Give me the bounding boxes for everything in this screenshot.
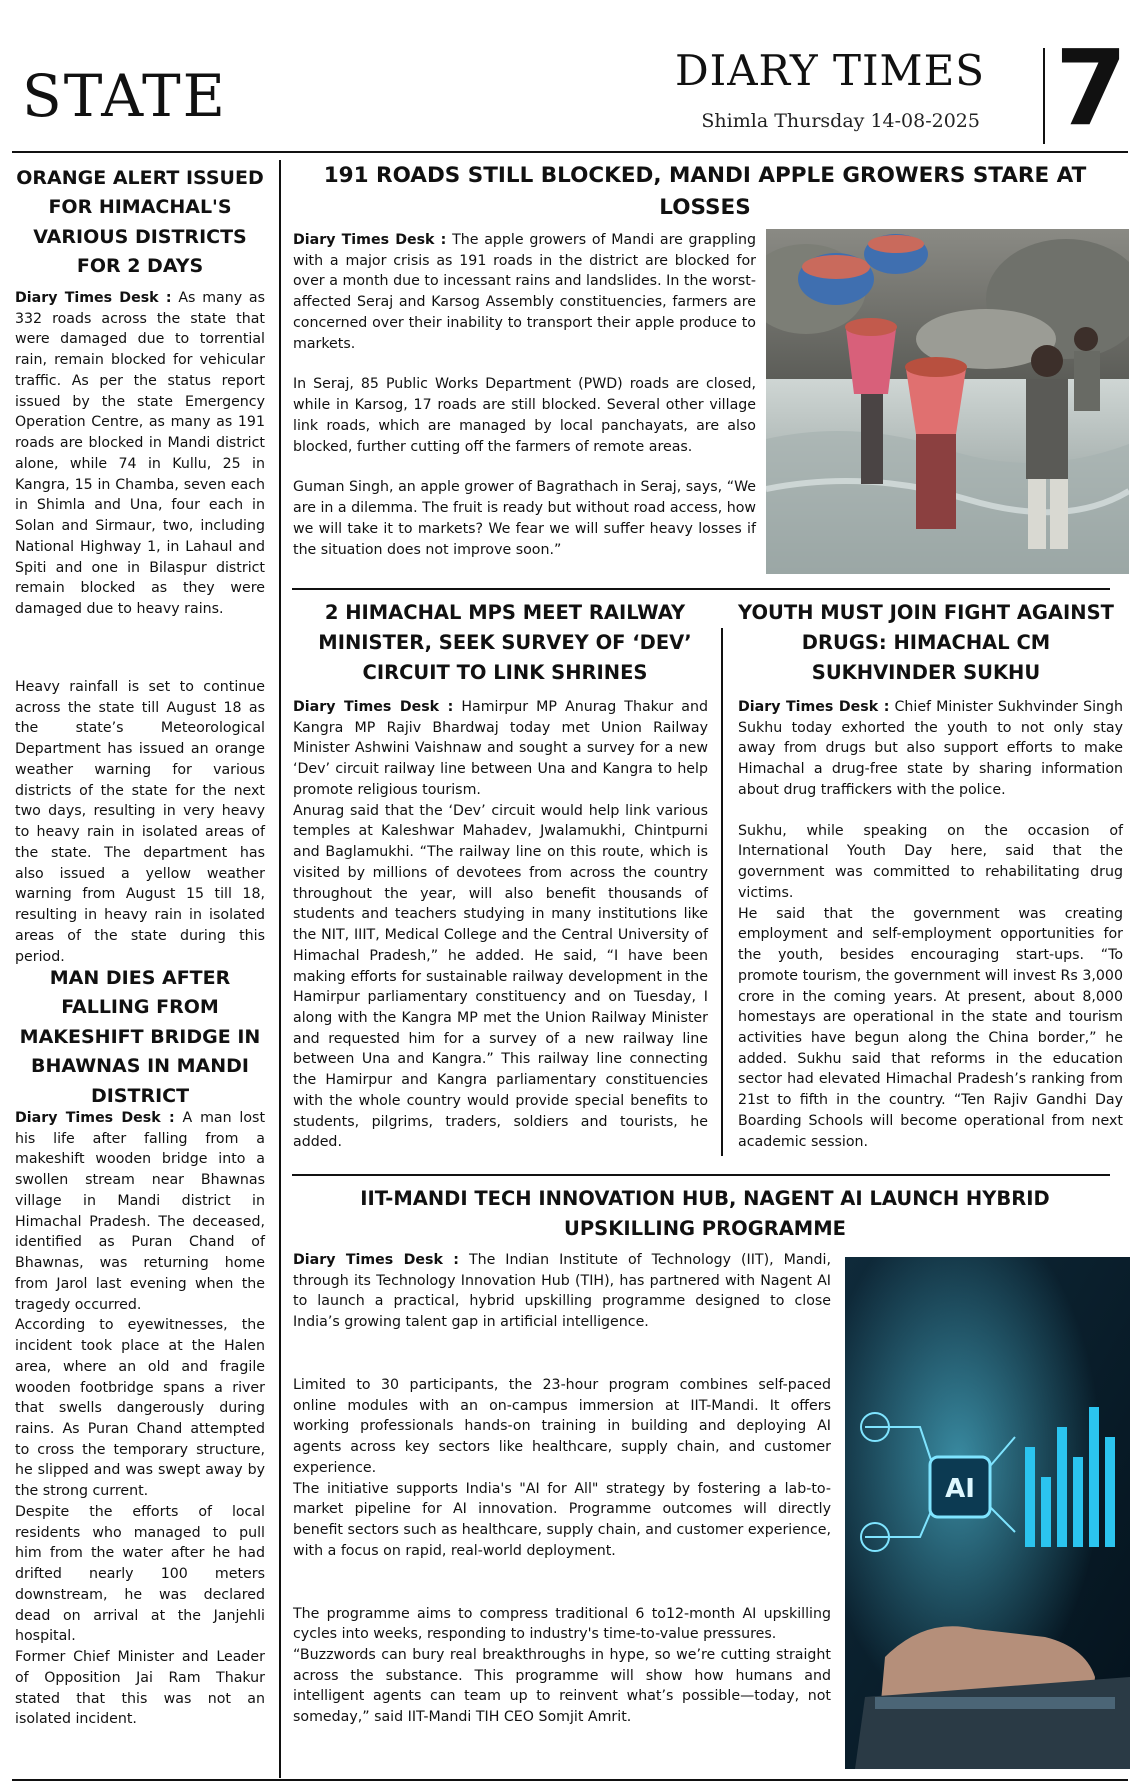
orange-alert-article — [15, 288, 265, 620]
left-column-rule — [279, 160, 281, 1778]
paragraph: Limited to 30 participants, the 23-hour program combines self-paced online modules with an on-campus immersion at IIT-Mandi. It offers working professionals hands-on training in building and deploying AI agents across key sectors like healthcare, supply chain, and customer experience. — [293, 1376, 831, 1476]
byline: Diary Times Desk : — [738, 699, 890, 715]
masthead-divider — [1043, 48, 1045, 144]
byline: Diary Times Desk : — [293, 1252, 459, 1268]
iit-headline: IIT-MANDI TECH INNOVATION HUB, NAGENT AI LAUNCH HYBRID UPSKILLING PROGRAMME — [360, 1187, 1050, 1241]
paragraph: Despite the efforts of local residents who managed to pull him from the water after he had drifted nearly 100 meters downstream, he was declared dead on arrival at the Janjehli hospital. — [15, 1503, 265, 1645]
middle-column-rule — [721, 628, 723, 1156]
roads-blocked-article — [293, 230, 756, 560]
paragraph: The apple growers of Mandi are grappling with a major crisis as 191 roads in the district are blocked for over a month due to incessant rains and landslides. In the worst-affected Seraj and Karsog Assembly constituencies, farmers are concerned over their inability to transport their apple produce to markets. — [293, 232, 756, 352]
man-dies-article — [15, 1108, 265, 1730]
byline: Diary Times Desk : — [15, 1110, 175, 1126]
paragraph: Hamirpur MP Anurag Thakur and Kangra MP Rajiv Bhardwaj today met Union Railway Minister Ashwini Vaishnaw and sought a survey for a new ‘Dev’ circuit railway line between Una and Kangra to help promote religious tourism. — [293, 699, 709, 798]
paragraph: In Seraj, 85 Public Works Department (PWD) roads are closed, while in Karsog, 17 roads are still blocked. Several other village link roads, which are managed by local panchayats, are also blocked, further cutting off the farmers of remote areas. — [293, 376, 756, 455]
man-dies-headline: MAN DIES AFTER FALLING FROM MAKESHIFT BRIDGE IN BHAWNAS IN MANDI DISTRICT — [19, 967, 261, 1107]
ai-chip-label: AI — [945, 1474, 975, 1504]
paragraph: A man lost his life after falling from a makeshift wooden bridge into a swollen stream near Bhawnas village in Mandi district in Himachal Pradesh. The deceased, identified as Puran Chand of Bhawnas, was returning home from Jarol last evening when the tragedy occurred. — [15, 1110, 266, 1313]
paragraph: The initiative supports India's "AI for All" strategy by fostering a lab-to-market pipeline for AI innovation. Programme outcomes will directly benefit sectors such as healthcare, supply chain, and customer experience, with a focus on rapid, real-world deployment. — [293, 1480, 831, 1559]
apple-growers-photo — [766, 229, 1129, 574]
drugs-headline: YOUTH MUST JOIN FIGHT AGAINST DRUGS: HIMACHAL CM SUKHVINDER SUKHU — [738, 601, 1114, 685]
apple-growers-illustration — [766, 229, 1129, 574]
paragraph: He said that the government was creating employment and self-employment opportunities for the youth, besides encouraging start-ups. “To promote tourism, the government will invest Rs 3,000 crore in the coming years. At present, about 8,000 homestays are operational in the state and tourism activities have begun along the China border,” he added. Sukhu said that reforms in the education sector had elevated Himachal Pradesh’s ranking from 21st to fifth in the country. “Ten Rajiv Gandhi Day Boarding Schools will become operational from next academic session. — [738, 905, 1123, 1150]
rule-above-iit — [292, 1174, 1110, 1176]
ai-photo — [845, 1257, 1130, 1769]
paragraph: According to eyewitnesses, the incident took place at the Halen area, where an old and fragile wooden footbridge spans a river that swells dangerously during rains. As Puran Chand attempted to cross the temporary structure, he slipped and was swept away by the strong current. — [15, 1317, 265, 1500]
bottom-rule — [12, 1779, 1128, 1781]
newspaper-masthead: DIARY TIMES — [674, 46, 985, 95]
dateline: Shimla Thursday 14-08-2025 — [701, 110, 980, 132]
paragraph: Former Chief Minister and Leader of Opposition Jai Ram Thakur stated that this was not an isolated incident. — [15, 1649, 265, 1728]
rule-under-roads — [292, 588, 1110, 590]
orange-alert-article-cont — [15, 677, 265, 967]
railway-headline: 2 HIMACHAL MPS MEET RAILWAY MINISTER, SEEK SURVEY OF ‘DEV’ CIRCUIT TO LINK SHRINES — [318, 601, 692, 685]
paragraph: Chief Minister Sukhvinder Singh Sukhu today exhorted the youth to not only stay away from drugs but also support efforts to make Himachal a drug-free state by sharing information about drug traffickers with the police. — [738, 699, 1124, 798]
drugs-article — [738, 697, 1123, 1152]
paragraph: Heavy rainfall is set to continue across the state till August 18 as the state’s Meteorological Department has issued an orange weather warning for various districts of the state for the next two days, resulting in very heavy to heavy rain in isolated areas of the state. The department has also issued a yellow weather warning from August 15 till 18, resulting in heavy rain in isolated areas of the state during this period. — [15, 679, 265, 965]
iit-article — [293, 1250, 831, 1728]
section-title: STATE — [22, 62, 227, 130]
paragraph: As many as 332 roads across the state that were damaged due to torrential rain, remain blocked for vehicular traffic. As per the status report issued by the state Emergency Operation Centre, as many as 191 roads are blocked in Mandi district alone, while 74 in Kullu, 25 in Kangra, 15 in Chamba, seven each in Shimla and Una, four each in Solan and Sirmaur, two, including National Highway 1, in Lahaul and Spiti and one in Bilaspur district remain blocked as they were damaged due to heavy rains. — [15, 290, 266, 618]
top-rule — [12, 151, 1128, 153]
paragraph: Guman Singh, an apple grower of Bagrathach in Seraj, says, “We are in a dilemma. The fruit is ready but without road access, how we will take it to markets? We fear we will suffer heavy losses if the situation does not improve soon.” — [293, 479, 756, 558]
paragraph: “Buzzwords can bury real breakthroughs in hype, so we’re cutting straight across the substance. This programme will show how humans and intelligent agents can team up to reinvent what’s possible—today, not someday,” said IIT-Mandi TIH CEO Somjit Amrit. — [293, 1647, 831, 1726]
orange-alert-headline: ORANGE ALERT ISSUED FOR HIMACHAL'S VARIOUS DISTRICTS FOR 2 DAYS — [16, 167, 264, 278]
railway-article — [293, 697, 708, 1153]
ai-illustration — [845, 1257, 1130, 1769]
roads-blocked-headline: 191 ROADS STILL BLOCKED, MANDI APPLE GROWERS STARE AT LOSSES — [323, 163, 1087, 221]
paragraph: The programme aims to compress traditional 6 to12-month AI upskilling cycles into weeks, responding to industry's time-to-value pressures. — [293, 1605, 831, 1643]
paragraph: Anurag said that the ‘Dev’ circuit would help link various temples at Kaleshwar Mahadev, Jwalamukhi, Chintpurni and Baglamukhi. “The railway line on this route, which is visited by millions of devotees from across the country throughout the year, will also benefit thousands of students and teachers studying in many institutions like the NIT, IIIT, Medical College and the Central University of Himachal Pradesh,” he added. He said, “I have been making efforts for sustainable railway development in the Hamirpur parliamentary constituency and on Tuesday, I along with the Kangra MP met the Union Railway Minister and requested him for a survey of a new railway line between Una and Kangra.” This railway line connecting the Hamirpur and Kangra parliamentary constituencies with the whole country would provide special benefits to students, pilgrims, traders, soldiers and tourists, he added. — [293, 802, 708, 1151]
byline: Diary Times Desk : — [15, 290, 172, 306]
page-number: 7 — [1055, 27, 1128, 149]
byline: Diary Times Desk : — [293, 699, 454, 715]
byline: Diary Times Desk : — [293, 232, 447, 248]
paragraph: The Indian Institute of Technology (IIT), Mandi, through its Technology Innovation Hub (TIH), has partnered with Nagent AI to launch a practical, hybrid upskilling programme designed to close India’s growing talent gap in artificial intelligence. — [293, 1252, 831, 1331]
paragraph: Sukhu, while speaking on the occasion of International Youth Day here, said that the government was committed to rehabilitating drug victims. — [738, 822, 1123, 901]
